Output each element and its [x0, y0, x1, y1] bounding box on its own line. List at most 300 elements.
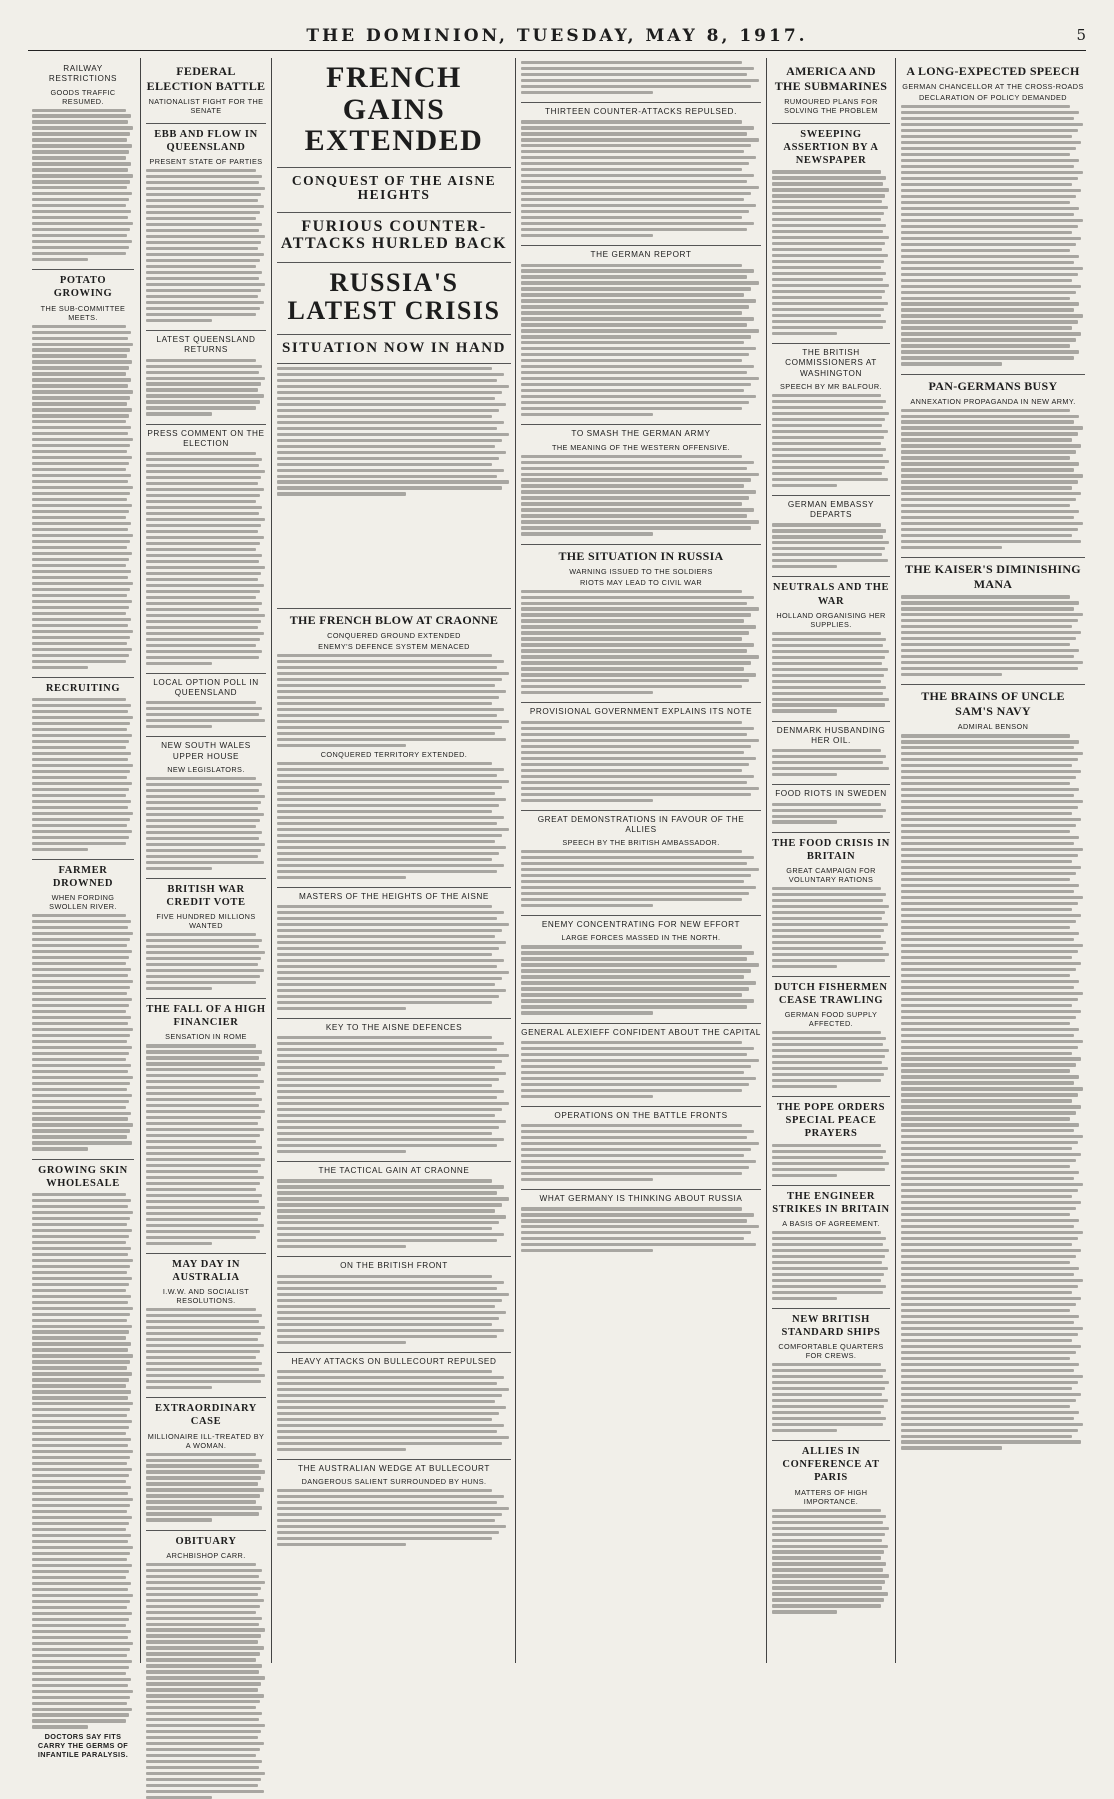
text-line: [901, 285, 1081, 288]
text-line: [32, 1414, 127, 1417]
text-line: [901, 842, 1074, 845]
text-line: [32, 1522, 129, 1525]
article-heading: FEDERAL ELECTION BATTLE: [146, 64, 266, 93]
text-line: [146, 223, 262, 226]
text-line: [32, 1486, 131, 1489]
text-line: [146, 1164, 261, 1167]
text-line: [901, 649, 1079, 652]
text-line: [277, 917, 497, 920]
text-line: [521, 679, 749, 682]
text-line: [146, 530, 258, 533]
text-line: [901, 758, 1078, 761]
text-line: [901, 1243, 1072, 1246]
text-line: [901, 291, 1076, 294]
text-line: [772, 1273, 884, 1276]
text-line: [901, 1028, 1079, 1031]
text-line: [772, 308, 884, 311]
text-line: [32, 752, 131, 755]
text-line: [277, 840, 495, 843]
text-line: [901, 1135, 1083, 1138]
text-line: [521, 192, 751, 195]
text-line: [277, 1287, 497, 1290]
text-line: [32, 1348, 128, 1351]
text-line: [32, 950, 132, 953]
text-line: [146, 307, 260, 310]
text-line: [901, 1273, 1074, 1276]
text-line: [32, 432, 128, 435]
text-line: [772, 1545, 888, 1548]
text-line: [146, 1176, 264, 1179]
text-line: [521, 67, 754, 70]
article-body: [521, 264, 761, 417]
text-line: [772, 1297, 837, 1300]
text-line: [901, 1405, 1070, 1408]
text-line: [901, 932, 1079, 935]
text-line: [277, 989, 506, 992]
text-line: [146, 1356, 256, 1359]
text-line: [146, 452, 256, 455]
article-body: [146, 1453, 266, 1522]
text-line: [772, 1417, 886, 1420]
text-line: [772, 1423, 883, 1426]
text-line: [146, 536, 264, 539]
text-line: [32, 348, 130, 351]
text-line: [277, 1007, 406, 1010]
article-heading: THE POPE ORDERS SPECIAL PEACE PRAYERS: [772, 1096, 890, 1140]
text-line: [32, 1684, 128, 1687]
text-line: [146, 1494, 260, 1497]
text-line: [277, 1311, 506, 1314]
text-line: [772, 923, 888, 926]
text-line: [772, 224, 886, 227]
text-line: [521, 61, 742, 64]
text-line: [901, 1267, 1079, 1270]
article-body: [772, 1509, 890, 1614]
text-line: [901, 607, 1074, 610]
text-line: [32, 372, 126, 375]
text-line: [32, 594, 127, 597]
text-line: [32, 1247, 131, 1250]
text-line: [32, 1123, 133, 1126]
text-line: [901, 1429, 1078, 1432]
text-line: [146, 849, 261, 852]
article-subheading: NATIONALIST FIGHT FOR THE SENATE: [148, 97, 264, 115]
article-subheading: GERMAN CHANCELLOR AT THE CROSS-ROADS: [902, 82, 1084, 91]
text-line: [277, 463, 492, 466]
text-line: [32, 648, 132, 651]
text-line: [32, 1082, 130, 1085]
text-line: [32, 1612, 132, 1615]
article-body: [277, 654, 511, 747]
text-line: [32, 776, 127, 779]
text-line: [32, 492, 130, 495]
text-line: [772, 761, 883, 764]
text-line: [277, 1501, 497, 1504]
text-line: [146, 1730, 261, 1733]
text-line: [32, 716, 133, 719]
text-line: [32, 836, 129, 839]
text-line: [32, 848, 88, 851]
column-rule: [895, 58, 896, 1663]
text-line: [146, 175, 262, 178]
text-line: [277, 1430, 497, 1433]
text-line: [901, 1159, 1076, 1162]
text-line: [146, 819, 260, 822]
text-line: [32, 1028, 133, 1031]
text-line: [901, 992, 1083, 995]
text-line: [32, 1372, 132, 1375]
text-line: [277, 397, 495, 400]
text-line: [146, 169, 256, 172]
text-line: [772, 1429, 837, 1432]
text-line: [521, 508, 754, 511]
text-line: [772, 755, 886, 758]
text-line: [146, 524, 261, 527]
text-line: [521, 850, 742, 853]
text-line: [901, 153, 1070, 156]
text-line: [901, 1111, 1076, 1114]
text-line: [32, 1088, 127, 1091]
text-line: [521, 868, 759, 871]
text-line: [146, 1640, 258, 1643]
text-line: [32, 1606, 127, 1609]
text-line: [32, 420, 126, 423]
text-line: [772, 170, 881, 173]
text-line: [277, 1239, 497, 1242]
text-line: [901, 1339, 1072, 1342]
text-line: [277, 1376, 504, 1379]
text-line: [277, 480, 509, 483]
text-line: [32, 1588, 128, 1591]
text-line: [521, 132, 747, 135]
text-line: [772, 260, 884, 263]
text-line: [32, 728, 127, 731]
text-line: [32, 1702, 127, 1705]
text-line: [772, 686, 886, 689]
text-line: [901, 878, 1070, 881]
text-line: [772, 394, 881, 397]
text-line: [772, 1291, 883, 1294]
article-body: [521, 850, 761, 907]
text-line: [32, 1135, 127, 1138]
text-line: [146, 277, 259, 280]
article-body: [146, 777, 266, 870]
text-line: [772, 767, 889, 770]
text-line: [32, 746, 126, 749]
text-line: [32, 144, 132, 147]
text-line: [521, 287, 751, 290]
text-line: [32, 522, 131, 525]
text-line: [277, 834, 502, 837]
text-line: [772, 535, 883, 538]
text-line: [146, 1110, 265, 1113]
article-subheading: WHEN FORDING SWOLLEN RIVER.: [49, 893, 117, 912]
text-line: [521, 323, 747, 326]
text-line: [772, 559, 888, 562]
text-line: [146, 1476, 261, 1479]
article-heading: HEAVY ATTACKS ON BULLECOURT REPULSED: [277, 1352, 511, 1367]
text-line: [146, 969, 264, 972]
text-line: [277, 678, 502, 681]
article-subheading: ARCHBISHOP CARR.: [166, 1550, 246, 1560]
text-line: [772, 1411, 881, 1414]
text-line: [32, 1117, 128, 1120]
text-line: [146, 951, 265, 954]
text-line: [277, 1001, 492, 1004]
text-line: [901, 1297, 1081, 1300]
text-line: [32, 1402, 133, 1405]
text-line: [146, 247, 258, 250]
text-line: [146, 1242, 212, 1245]
text-line: [772, 236, 889, 239]
text-line: [32, 174, 133, 177]
text-line: [901, 836, 1079, 839]
text-line: [32, 498, 127, 501]
text-line: [146, 205, 264, 208]
text-line: [32, 258, 88, 261]
text-line: [32, 450, 127, 453]
article-body: [521, 721, 761, 802]
article-heading: POTATO GROWING: [32, 269, 134, 300]
text-line: [521, 138, 759, 141]
article-body: [772, 632, 890, 713]
text-line: [32, 414, 129, 417]
text-line: [277, 469, 504, 472]
text-line: [901, 1075, 1079, 1078]
text-line: [901, 159, 1079, 162]
text-line: [146, 371, 259, 374]
text-line: [146, 789, 259, 792]
page-number: 5: [1076, 26, 1086, 44]
text-line: [146, 981, 256, 984]
text-line: [521, 1231, 751, 1234]
text-line: [901, 1117, 1070, 1120]
text-line: [901, 1321, 1074, 1324]
text-line: [146, 1587, 261, 1590]
text-line: [277, 1245, 406, 1248]
text-line: [521, 484, 744, 487]
text-line: [146, 825, 256, 828]
text-line: [32, 396, 130, 399]
text-line: [772, 230, 883, 233]
text-line: [32, 222, 133, 225]
article-body: [772, 803, 890, 824]
text-line: [277, 816, 504, 819]
text-line: [146, 662, 212, 665]
text-line: [901, 1016, 1076, 1019]
text-line: [146, 867, 212, 870]
text-line: [146, 1332, 261, 1335]
text-line: [277, 798, 506, 801]
text-line: [521, 467, 747, 470]
text-line: [32, 588, 130, 591]
text-line: [901, 788, 1079, 791]
text-line: [32, 1654, 127, 1657]
text-line: [146, 1790, 264, 1793]
text-line: [146, 1748, 260, 1751]
text-line: [772, 1061, 882, 1064]
text-line: [901, 528, 1078, 531]
article-heading: EBB AND FLOW IN QUEENSLAND: [146, 123, 266, 154]
text-line: [32, 1235, 129, 1238]
text-line: [901, 625, 1072, 628]
article-heading: GENERAL ALEXIEFF CONFIDENT ABOUT THE CAPITAL: [521, 1023, 761, 1038]
text-line: [32, 552, 132, 555]
article-subheading: MILLIONAIRE ILL-TREATED BY A WOMAN.: [147, 1431, 265, 1450]
text-line: [146, 400, 260, 403]
text-line: [521, 637, 742, 640]
text-line: [521, 520, 759, 523]
text-line: [32, 114, 131, 117]
article-heading: GROWING SKIN WHOLESALE: [32, 1159, 134, 1190]
text-line: [277, 1394, 502, 1397]
text-line: [901, 1153, 1081, 1156]
text-line: [146, 500, 256, 503]
text-line: [277, 475, 497, 478]
text-line: [772, 1375, 883, 1378]
text-line: [32, 956, 129, 959]
text-line: [772, 547, 885, 550]
text-line: [277, 1537, 492, 1540]
article-heading: THE SITUATION IN RUSSIA: [521, 544, 761, 564]
text-line: [146, 1706, 256, 1709]
text-line: [32, 1265, 130, 1268]
text-line: [772, 284, 889, 287]
text-line: [901, 432, 1078, 435]
text-line: [901, 1333, 1078, 1336]
text-line: [772, 1067, 888, 1070]
column-5: [521, 58, 761, 1663]
text-line: [146, 975, 260, 978]
text-line: [277, 379, 497, 382]
text-line: [521, 377, 759, 380]
text-line: [32, 1366, 127, 1369]
text-line: [146, 1623, 259, 1626]
article-body: [146, 1563, 266, 1799]
text-line: [521, 625, 756, 628]
text-line: [521, 473, 759, 476]
article-heading: THE BRITISH COMMISSIONERS AT WASHINGTON: [772, 343, 890, 379]
text-line: [277, 858, 492, 861]
text-line: [32, 1432, 126, 1435]
text-line: [521, 1059, 759, 1062]
text-line: [521, 496, 749, 499]
text-line: [32, 558, 129, 561]
text-line: [521, 198, 744, 201]
text-line: [146, 933, 256, 936]
article-heading: OPERATIONS ON THE BATTLE FRONTS: [521, 1106, 761, 1121]
text-line: [901, 619, 1078, 622]
text-line: [772, 698, 889, 701]
text-line: [901, 141, 1081, 144]
text-line: [146, 1308, 256, 1311]
text-line: [146, 713, 259, 716]
text-line: [32, 1660, 132, 1663]
text-line: [146, 476, 261, 479]
text-line: [521, 602, 747, 605]
text-line: [277, 457, 499, 460]
text-line: [772, 1150, 886, 1153]
text-line: [772, 430, 888, 433]
text-line: [521, 1130, 754, 1133]
text-line: [772, 662, 882, 665]
column-7: [901, 58, 1085, 1663]
article-heading: ENEMY CONCENTRATING FOR NEW EFFORT: [521, 915, 761, 930]
text-line: [901, 818, 1081, 821]
text-line: [772, 565, 837, 568]
text-line: [32, 546, 127, 549]
text-line: [146, 1736, 258, 1739]
text-line: [901, 426, 1083, 429]
text-line: [901, 1387, 1072, 1390]
text-line: [772, 1037, 886, 1040]
text-line: [521, 643, 754, 646]
text-line: [146, 187, 265, 190]
text-line: [901, 117, 1074, 120]
text-line: [32, 126, 133, 129]
article-body: [146, 1308, 266, 1389]
text-line: [32, 788, 129, 791]
text-line: [772, 424, 882, 427]
text-line: [772, 1381, 889, 1384]
text-line: [901, 884, 1079, 887]
text-line: [32, 1004, 129, 1007]
text-line: [521, 590, 742, 593]
text-line: [32, 534, 133, 537]
text-line: [146, 725, 212, 728]
text-line: [146, 382, 261, 385]
text-line: [901, 183, 1072, 186]
text-line: [32, 234, 127, 237]
article-body: [772, 1231, 890, 1300]
text-line: [146, 963, 258, 966]
text-line: [521, 490, 756, 493]
text-line: [32, 378, 131, 381]
article-heading: LOCAL OPTION POLL IN QUEENSLAND: [146, 673, 266, 699]
text-line: [32, 1271, 127, 1274]
text-line: [901, 794, 1074, 797]
article-subheading: A BASIS OF AGREEMENT.: [782, 1218, 880, 1228]
article-heading: NEUTRALS AND THE WAR: [772, 576, 890, 607]
article-heading: DUTCH FISHERMEN CEASE TRAWLING: [772, 976, 890, 1007]
text-line: [521, 751, 744, 754]
text-line: [32, 944, 127, 947]
text-line: [277, 911, 504, 914]
text-line: [277, 1096, 497, 1099]
text-line: [146, 831, 262, 834]
article-heading: THE FRENCH BLOW AT CRAONNE: [277, 608, 511, 628]
text-line: [146, 620, 261, 623]
text-line: [901, 1255, 1076, 1258]
text-line: [521, 904, 653, 907]
text-line: [277, 1406, 506, 1409]
article-heading: THE KAISER'S DIMINISHING MANA: [901, 557, 1085, 592]
text-line: [521, 1071, 744, 1074]
text-line: [32, 1046, 132, 1049]
text-line: [901, 800, 1083, 803]
text-line: [146, 301, 264, 304]
text-line: [521, 1148, 751, 1151]
text-line: [32, 564, 126, 567]
text-line: [901, 1261, 1070, 1264]
article-body: [521, 61, 761, 94]
text-line: [146, 1182, 260, 1185]
text-line: [32, 132, 130, 135]
text-line: [277, 1197, 509, 1200]
text-line: [277, 421, 504, 424]
text-line: [146, 987, 212, 990]
text-line: [521, 407, 742, 410]
